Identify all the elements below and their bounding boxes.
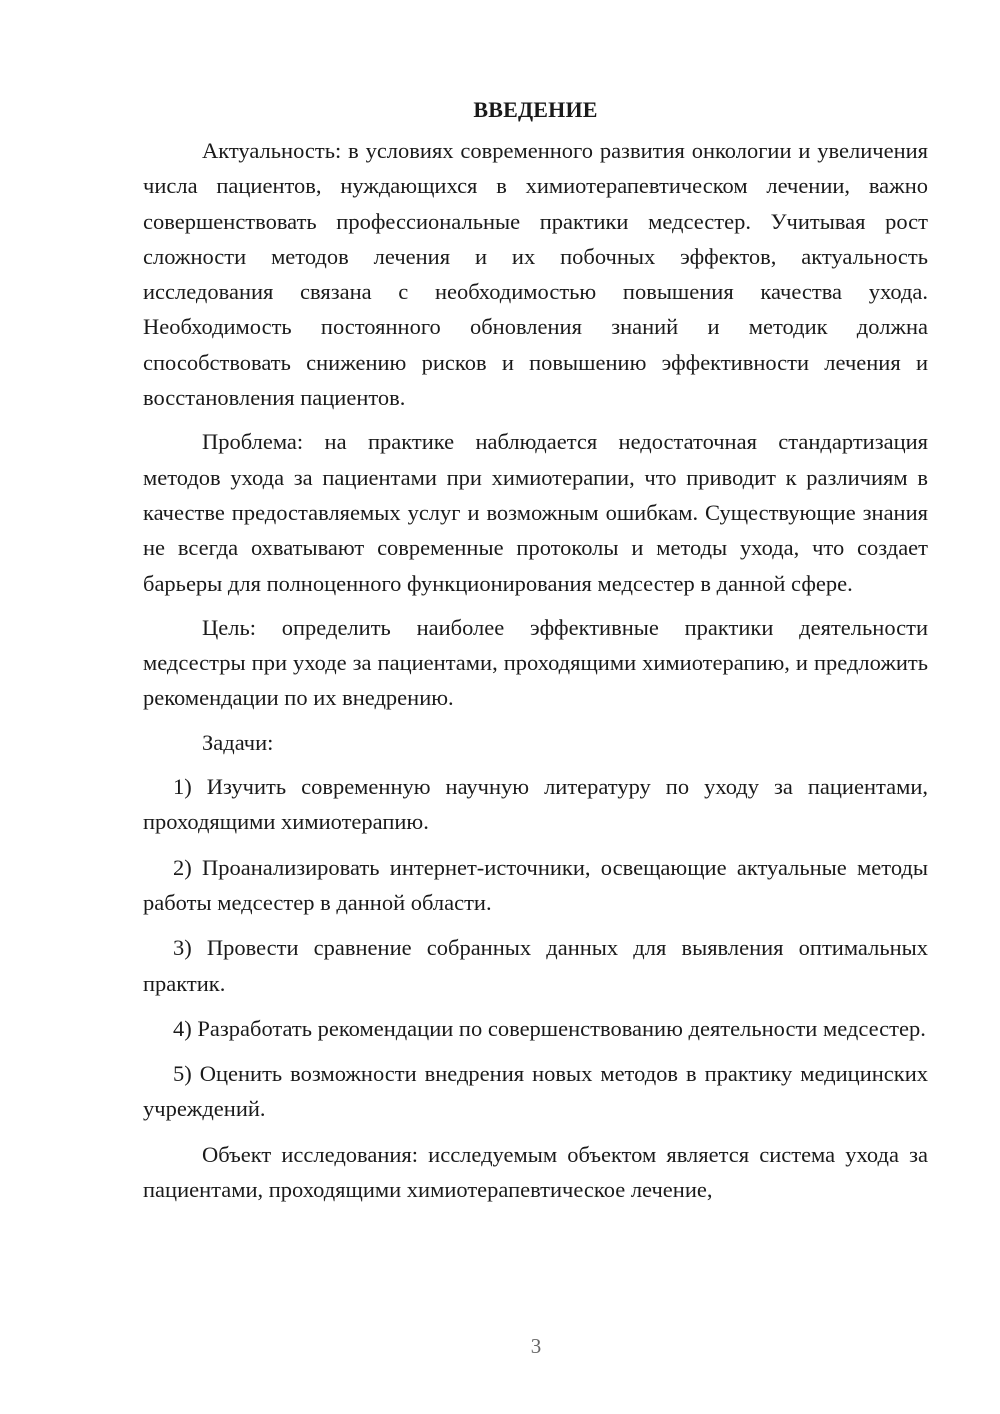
paragraph-goal: Цель: определить наиболее эффективные практики деятельности медсестры при уходе за пациентами, проходящими химиотерапию, и предложить рекомендации по их внедрению. — [143, 614, 928, 711]
task-item-2: 2) Проанализировать интернет-источники, освещающие актуальные методы работы медсестер в данной области. — [143, 854, 928, 915]
task-item-5: 5) Оценить возможности внедрения новых методов в практику медицинских учреждений. — [143, 1061, 928, 1122]
task-item-4: 4) Разработать рекомендации по совершенствованию деятельности медсестер. — [173, 1015, 926, 1041]
paragraph-problem: Проблема: на практике наблюдается недостаточная стандартизация методов ухода за пациентами при химиотерапии, что приводит к различиям в качестве предоставляемых услуг и возможным ошибкам. Существующие знания не всегда охватывают современные протоколы и методы ухода, что создает барьеры для полноценного функционирования медсестер в данной сфере. — [143, 429, 928, 596]
document-page — [143, 95, 928, 1207]
task-item-3: 3) Провести сравнение собранных данных для выявления оптимальных практик. — [143, 935, 928, 996]
page-number: 3 — [530, 1334, 542, 1358]
paragraph-object: Объект исследования: исследуемым объектом является система ухода за пациентами, проходящими химиотерапевтическое лечение, — [143, 1141, 928, 1203]
task-item-1: 1) Изучить современную научную литературу по уходу за пациентами, проходящими химиотерапию. — [143, 774, 928, 835]
section-title: ВВЕДЕНИЕ — [473, 97, 598, 122]
paragraph-tasks-heading: Задачи: — [202, 729, 274, 755]
paragraph-relevance: Актуальность: в условиях современного развития онкологии и увеличения числа пациентов, нуждающихся в химиотерапевтическом лечении, важно совершенствовать профессиональные практики медсестер. Учитывая рост сложности методов лечения и их побочных эффектов, актуальность исследования связана с необходимостью повышения качества ухода. Необходимость постоянного обновления знаний и методик должна способствовать снижению рисков и повышению эффективности лечения и восстановления пациентов. — [143, 138, 928, 411]
